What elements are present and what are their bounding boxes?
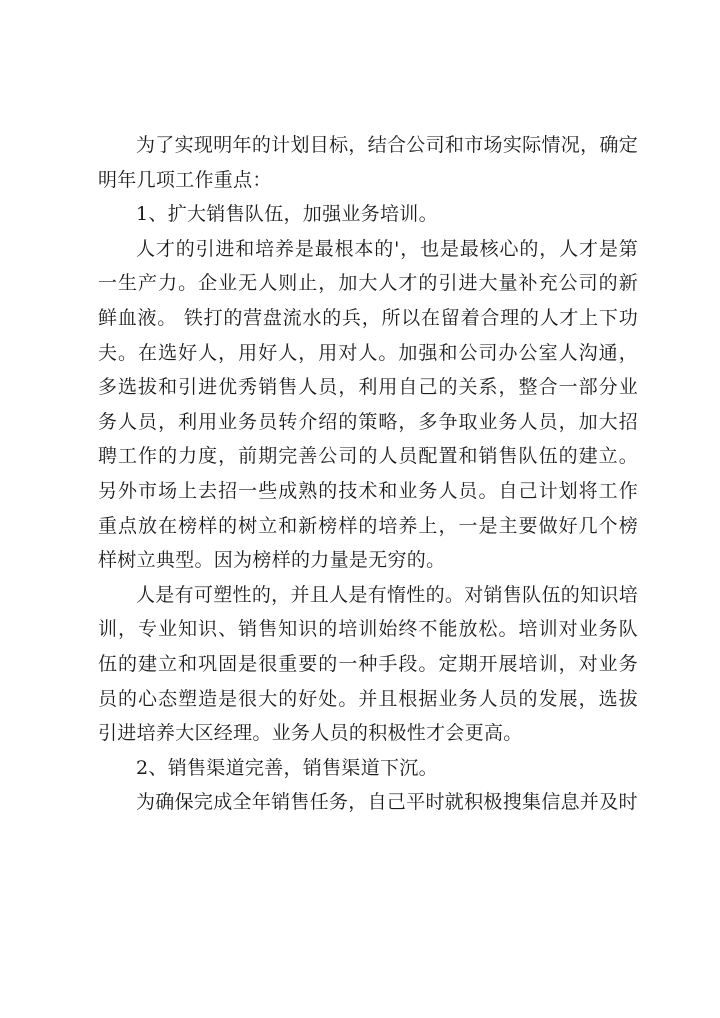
sales-task-paragraph: 为确保完成全年销售任务，自己平时就积极搜集信息并及时 [136,791,638,814]
training-paragraph: 人是有可塑性的，并且人是有惰性的。对销售队伍的知识培训，专业知识、销售知识的培训始终不能放松。培训对业务队伍的建立和巩固是很重要的一种手段。定期开展培训，对业务员的心态塑造是很大的好处。并且根据业务人员的发展，选拔引进培养大区经理。业务人员的积极性才会更高。 [98,583,638,745]
section-heading-1: 1、扩大销售队伍，加强业务培训。 [136,203,438,226]
intro-paragraph: 为了实现明年的计划目标，结合公司和市场实际情况，确定明年几项工作重点： [98,134,638,191]
document-body [98,128,638,820]
talent-paragraph: 人才的引进和培养是最根本的'，也是最核心的，人才是第一生产力。企业无人则止，加大人才的引进大量补充公司的新鲜血液。 铁打的营盘流水的兵，所以在留着合理的人才上下功夫。在选好人，用好人，用对人。加强和公司办公室人沟通，多选拔和引进优秀销售人员，利用自己的关系，整合一部分业务人员，利用业务员转介绍的策略，多争取业务人员，加大招聘工作的力度，前期完善公司的人员配置和销售队伍的建立。另外市场上去招一些成熟的技术和业务人员。自己计划将工作重点放在榜样的树立和新榜样的培养上，一是主要做好几个榜样树立典型。因为榜样的力量是无穷的。 [98,237,638,572]
section-heading-2: 2、销售渠道完善，销售渠道下沉。 [136,756,438,779]
